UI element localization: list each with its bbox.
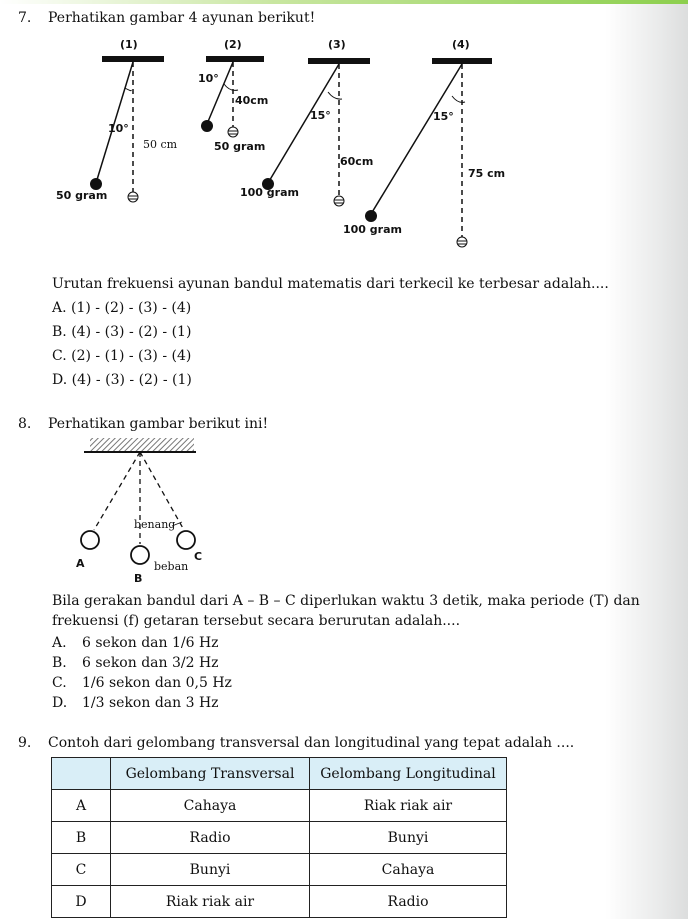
option-text: (4) - (3) - (2) - (1) (71, 324, 192, 340)
option-letter: D. (52, 695, 68, 711)
table-row (52, 854, 507, 886)
table-cell: B (52, 822, 111, 854)
p3-rest-bob (334, 196, 344, 206)
table-cell: Radio (310, 886, 507, 918)
q7-prompt: Urutan frekuensi ayunan bandul matematis dari terkecil ke terbesar adalah.... (52, 276, 609, 292)
option-text: 6 sekon dan 3/2 Hz (82, 655, 219, 671)
bob-a (81, 531, 99, 549)
p2-angle: 10° (198, 72, 219, 85)
option-letter: A. (52, 635, 67, 651)
table-row (52, 790, 507, 822)
p1-rest-bob (128, 192, 138, 202)
q8-option-a[interactable] (52, 635, 219, 651)
p2-rest-bob (228, 127, 238, 137)
option-text: (2) - (1) - (3) - (4) (71, 348, 192, 364)
p2-label: (2) (224, 38, 242, 51)
pendulum-3 (240, 38, 373, 206)
q7-option-d[interactable] (52, 372, 192, 388)
p4-label: (4) (452, 38, 470, 51)
header-cell: Gelombang Transversal (111, 758, 310, 790)
p2-mass: 50 gram (214, 140, 266, 153)
p1-length: 50 cm (143, 138, 178, 151)
q8-number: 8. (18, 416, 32, 432)
option-text: (1) - (2) - (3) - (4) (71, 300, 192, 316)
q7-option-b[interactable] (52, 324, 191, 340)
p3-support (308, 58, 370, 64)
table-cell: Bunyi (310, 822, 507, 854)
option-letter: B. (52, 655, 67, 671)
pendulum-4 (343, 38, 505, 247)
table-cell: A (52, 790, 111, 822)
p4-mass: 100 gram (343, 223, 402, 236)
pendulum-1 (56, 38, 178, 202)
q8-option-b[interactable] (52, 655, 219, 671)
table-cell: D (52, 886, 111, 918)
table-row (52, 886, 507, 918)
ceiling-hatch (90, 438, 194, 452)
option-text: 1/6 sekon dan 0,5 Hz (82, 675, 232, 691)
table-header-row (52, 758, 507, 790)
bob-b (131, 546, 149, 564)
table-row (52, 822, 507, 854)
table-cell: Radio (111, 822, 310, 854)
q9-number: 9. (18, 735, 32, 751)
q8-question: Perhatikan gambar berikut ini! (48, 416, 269, 432)
p4-rest-bob (457, 237, 467, 247)
bob-c (177, 531, 195, 549)
benang-label: benang (134, 518, 176, 531)
table-cell: C (52, 854, 111, 886)
p4-angle: 15° (433, 110, 454, 123)
p2-bob (201, 120, 213, 132)
label-c: C (194, 550, 203, 563)
option-letter: B. (52, 324, 67, 340)
p1-support (102, 56, 164, 62)
p3-label: (3) (328, 38, 346, 51)
q8-option-c[interactable] (52, 675, 232, 691)
option-letter: D. (52, 372, 68, 388)
option-text: 1/3 sekon dan 3 Hz (82, 695, 219, 711)
q7-pendulum-figure (0, 0, 688, 260)
pendulum-2 (198, 38, 268, 153)
table-cell: Bunyi (111, 854, 310, 886)
q7-question: Perhatikan gambar 4 ayunan berikut! (48, 10, 316, 26)
p3-angle: 15° (310, 109, 331, 122)
q8-prompt-line2: frekuensi (f) getaran tersebut secara berurutan adalah.... (52, 613, 461, 629)
table-cell: Cahaya (111, 790, 310, 822)
p1-mass: 50 gram (56, 189, 108, 202)
table-cell: Riak riak air (111, 886, 310, 918)
p2-support (206, 56, 264, 62)
header-cell: Gelombang Longitudinal (310, 758, 507, 790)
p4-support (432, 58, 492, 64)
table-cell: Riak riak air (310, 790, 507, 822)
wave-table (51, 757, 507, 918)
label-a: A (76, 557, 85, 570)
header-cell (52, 758, 111, 790)
p1-label: (1) (120, 38, 138, 51)
p1-angle: 10° (108, 122, 129, 135)
q8-pendulum-figure (60, 436, 230, 586)
p3-mass: 100 gram (240, 186, 299, 199)
p2-length: 40cm (235, 94, 269, 107)
option-letter: C. (52, 675, 67, 691)
option-letter: A. (52, 300, 67, 316)
table-cell: Cahaya (310, 854, 507, 886)
q7-number: 7. (18, 10, 32, 26)
option-text: (4) - (3) - (2) - (1) (71, 372, 192, 388)
option-letter: C. (52, 348, 67, 364)
label-b: B (134, 572, 143, 585)
p4-length: 75 cm (468, 167, 506, 180)
q8-prompt-line1: Bila gerakan bandul dari A – B – C diperlukan waktu 3 detik, maka periode (T) dan (52, 593, 640, 609)
beban-label: beban (154, 560, 189, 573)
p3-length: 60cm (340, 155, 374, 168)
q9-question: Contoh dari gelombang transversal dan longitudinal yang tepat adalah .... (48, 735, 575, 751)
q7-option-a[interactable] (52, 300, 191, 316)
p4-bob (365, 210, 377, 222)
q8-option-d[interactable] (52, 695, 219, 711)
q7-option-c[interactable] (52, 348, 191, 364)
option-text: 6 sekon dan 1/6 Hz (82, 635, 219, 651)
